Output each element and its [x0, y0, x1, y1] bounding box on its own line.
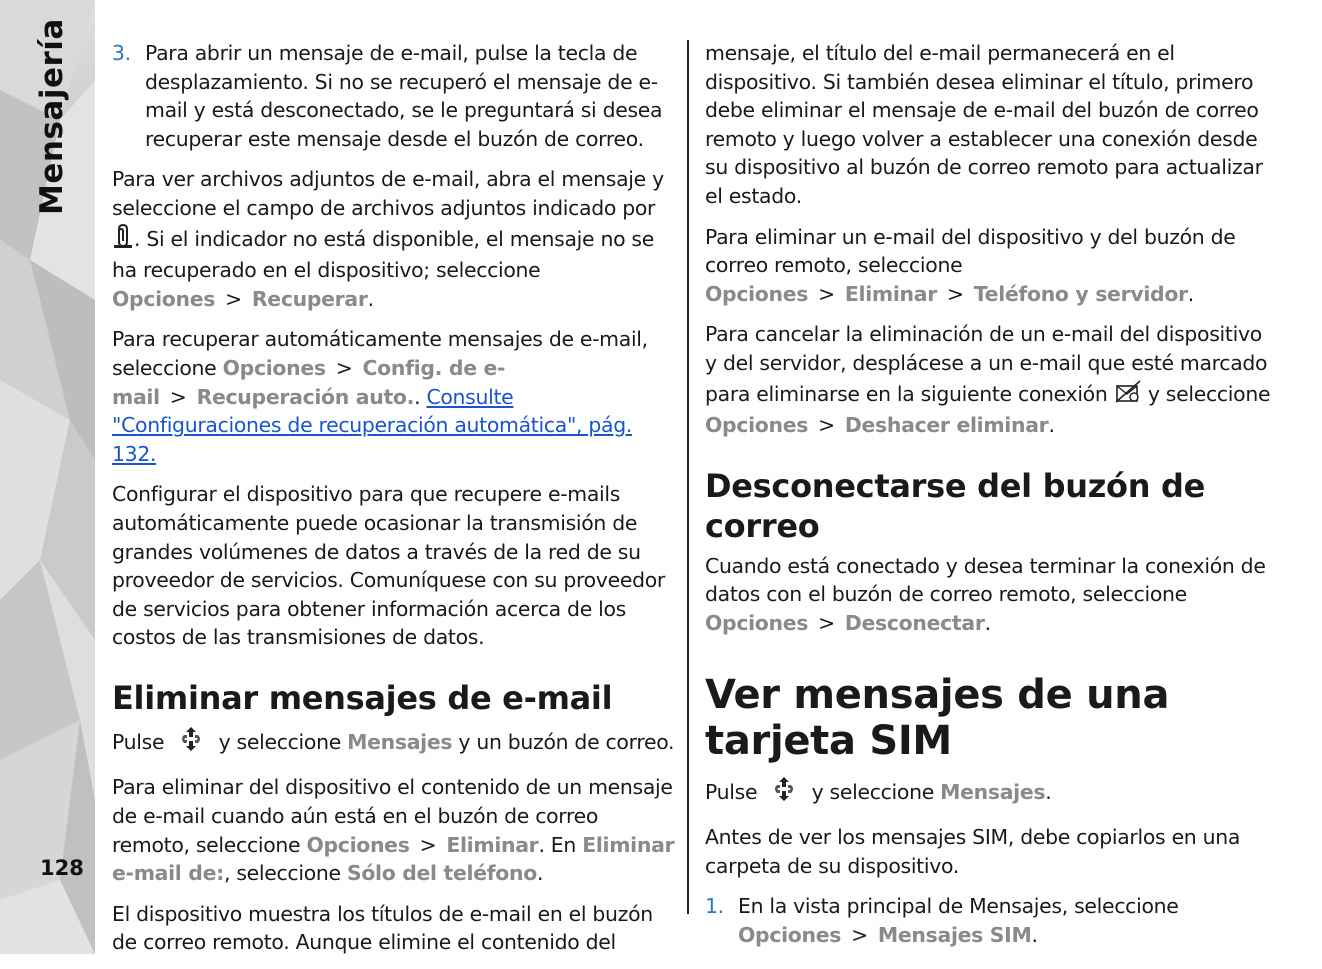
menu-eliminar: Eliminar: [844, 281, 937, 306]
separator: >: [946, 281, 964, 306]
step-text: En la vista principal de Mensajes, seleccione: [738, 894, 1179, 919]
sidebar: [0, 0, 95, 954]
menu-recuperar: Recuperar: [251, 286, 368, 311]
menu-mensajes: Mensajes: [347, 729, 453, 754]
text: Para cancelar la eliminación de un e-mail del dispositivo y del servidor, desplácese a un e-mail que esté marcado para eliminarse en la siguiente conexión: [705, 322, 1268, 406]
menu-opciones: Opciones: [705, 610, 809, 635]
paragraph-auto-retrieve: [112, 325, 678, 468]
separator: >: [169, 384, 187, 409]
menu-mensajes-sim: Mensajes SIM: [877, 922, 1032, 947]
step-1: [705, 892, 1272, 949]
paragraph-before-sim: Antes de ver los mensajes SIM, debe copiarlos en una carpeta de su dispositivo.: [705, 825, 1241, 878]
menu-mensajes: Mensajes: [940, 779, 1046, 804]
text: Para eliminar del dispositivo el contenido de un mensaje de e-mail cuando aún está en el buzón de correo remoto, seleccione: [112, 775, 673, 857]
text: .: [1187, 281, 1194, 306]
menu-key-icon: [769, 774, 799, 812]
paragraph-delete-both: [705, 223, 1272, 309]
text: , seleccione: [223, 861, 341, 886]
text: y seleccione: [811, 779, 934, 804]
paragraph-attachments: [112, 165, 678, 313]
text: .: [1031, 922, 1038, 947]
text: .: [1045, 779, 1052, 804]
paragraph-pulse: [112, 724, 678, 762]
paragraph-delete-content: [112, 773, 678, 887]
paperclip-icon: [112, 223, 134, 257]
text: Cuando está conectado y desea terminar la conexión de datos con el buzón de correo remoto, seleccione: [705, 553, 1266, 607]
text: .: [1048, 413, 1055, 438]
step-number: 3.: [112, 41, 131, 65]
paragraph-pulse: [705, 774, 1272, 812]
text: y seleccione: [1147, 381, 1271, 406]
text: .: [367, 286, 374, 311]
separator: >: [419, 832, 437, 857]
menu-opciones: Opciones: [112, 286, 216, 311]
heading-disconnect: Desconectarse del buzón de correo: [705, 466, 1206, 545]
text: Para eliminar un e-mail del dispositivo y del buzón de correo remoto, seleccione: [705, 224, 1236, 278]
section-title: Mensajería: [34, 18, 70, 215]
menu-key-icon: [176, 724, 206, 762]
menu-desconectar: Desconectar: [844, 610, 985, 635]
menu-opciones: Opciones: [306, 832, 410, 857]
separator: >: [818, 281, 835, 306]
text: Pulse: [112, 729, 165, 754]
separator: >: [818, 610, 835, 635]
menu-solo-telefono: Sólo del teléfono: [346, 861, 537, 886]
heading-sim-messages: Ver mensajes de una tarjeta SIM: [705, 671, 1170, 764]
step-text: Para abrir un mensaje de e-mail, pulse la tecla de desplazamiento. Si no se recuperó el mensaje de e-mail y está desconectado, se le preguntará si desea recuperar este mensaje desde el buzón de correo.: [145, 41, 663, 151]
delete-marked-icon: [1114, 378, 1142, 412]
menu-config-email: Config. de e-mail: [112, 355, 506, 409]
text: .: [984, 610, 991, 635]
separator: >: [335, 355, 353, 380]
separator: >: [225, 286, 242, 311]
text: y un buzón de correo.: [458, 729, 675, 754]
paragraph-cancel-delete: [705, 320, 1272, 439]
cross-reference-link[interactable]: Consulte "Configuraciones de recuperación automática", pág. 132.: [112, 384, 633, 466]
paragraph-titles: El dispositivo muestra los títulos de e-mail en el buzón de correo remoto. Aunque elimine el contenido del: [112, 901, 653, 955]
menu-opciones: Opciones: [738, 922, 842, 947]
text: Para ver archivos adjuntos de e-mail, abra el mensaje y seleccione el campo de archivos adjuntos indicado por: [112, 167, 664, 220]
text: Pulse: [705, 779, 758, 804]
separator: >: [851, 922, 868, 947]
right-column: [705, 39, 1272, 961]
menu-telefono-servidor: Teléfono y servidor: [973, 281, 1188, 306]
text: . Si el indicador no está disponible, el mensaje no se ha recuperado en el dispositivo; seleccione: [112, 226, 654, 283]
left-column: [112, 39, 678, 969]
step-3: [112, 39, 678, 153]
text: y seleccione: [218, 729, 341, 754]
heading-delete-email: Eliminar mensajes de e-mail: [112, 678, 613, 717]
text: Para recuperar automáticamente mensajes de e-mail, seleccione: [112, 327, 648, 380]
paragraph-continuation: mensaje, el título del e-mail permanecerá en el dispositivo. Si también desea eliminar el título, primero debe eliminar el mensaje de e-mail del buzón de correo remoto y luego volver a establecer una conexión desde su dispositivo al buzón de correo remoto para actualizar el estado.: [705, 41, 1263, 208]
menu-opciones: Opciones: [705, 281, 809, 306]
column-divider: [687, 40, 689, 914]
menu-opciones: Opciones: [705, 413, 809, 438]
step-number: 1.: [705, 894, 724, 919]
menu-eliminar: Eliminar: [446, 832, 539, 857]
text: .: [536, 861, 544, 886]
text: . En: [538, 832, 577, 857]
text: .: [414, 384, 421, 409]
paragraph-disconnect: [705, 552, 1272, 638]
menu-eliminar-email-de: Eliminar e-mail de:: [112, 832, 675, 886]
menu-opciones: Opciones: [222, 355, 326, 380]
separator: >: [818, 413, 835, 438]
paragraph-config-warning: Configurar el dispositivo para que recupere e-mails automáticamente puede ocasionar la transmisión de grandes volúmenes de datos a través de la red de su proveedor de servicios. Comuníquese con su proveedor de servicios para obtener información acerca de los costos de las transmisiones de datos.: [112, 482, 665, 650]
menu-recuperacion-auto: Recuperación auto.: [196, 384, 415, 409]
page-number: 128: [40, 856, 84, 880]
menu-deshacer-eliminar: Deshacer eliminar: [844, 413, 1049, 438]
